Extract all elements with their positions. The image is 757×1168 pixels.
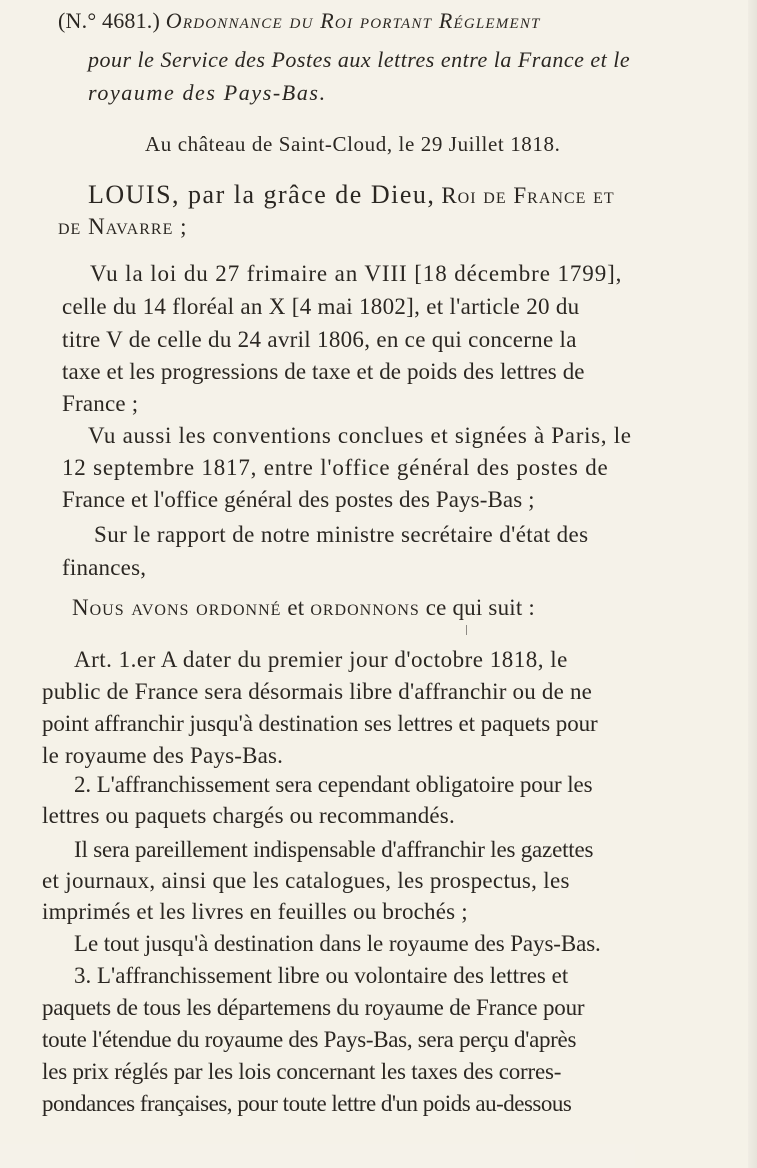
considerant-2-line-1: Vu aussi les conventions conclues et signées à Paris, le <box>88 423 632 448</box>
article-3-line-1: 3. L'affranchissement libre ou volontaire des lettres et <box>74 963 569 988</box>
considerant-3-line-1: Sur le rapport de notre ministre secrétaire d'état des <box>94 522 589 547</box>
considerant-2-line-2: 12 septembre 1817, entre l'office général des postes de <box>62 455 609 480</box>
article-2b-line-2: et journaux, ainsi que les catalogues, les prospectus, les <box>42 868 570 893</box>
article-1-line-1: Art. 1.er A dater du premier jour d'octobre 1818, le <box>74 647 568 672</box>
preamble-line-1 <box>88 180 615 211</box>
decree-part-a: Nous avons ordonné <box>72 595 282 620</box>
decree-part-d: ce qui suit : <box>425 595 535 620</box>
article-3-line-2: paquets de tous les départemens du royaume de France pour <box>42 995 585 1020</box>
article-1-line-2: public de France sera désormais libre d'affranchir ou de ne <box>42 679 593 704</box>
considerant-1-line-5: France ; <box>62 391 139 416</box>
article-3-line-3: toute l'étendue du royaume des Pays-Bas, sera perçu d'après <box>42 1027 577 1052</box>
article-3-line-5: pondances françaises, pour toute lettre d'un poids au-dessous <box>42 1091 572 1116</box>
article-2c-line-1: Le tout jusqu'à destination dans le royaume des Pays-Bas. <box>74 931 601 956</box>
article-1-line-4: le royaume des Pays-Bas. <box>42 743 284 768</box>
title-line-3: royaume des Pays-Bas. <box>88 80 327 105</box>
article-2-line-1: 2. L'affranchissement sera cependant obligatoire pour les <box>74 772 593 797</box>
article-2b-line-3: imprimés et les livres en feuilles ou brochés ; <box>42 899 468 924</box>
title-line-2: pour le Service des Postes aux lettres entre la France et le <box>88 47 631 72</box>
decree-line <box>72 593 535 623</box>
preamble-title: Roi de France et <box>441 183 615 208</box>
considerant-1-line-4: taxe et les progressions de taxe et de poids des lettres de <box>62 359 585 384</box>
considerant-2-line-3: France et l'office général des postes des Pays-Bas ; <box>62 487 535 512</box>
article-3-line-4: les prix réglés par les lois concernant les taxes des corres- <box>42 1059 562 1084</box>
ordinance-title: Ordonnance du Roi portant Réglement <box>165 8 541 33</box>
considerant-3-line-2: finances, <box>62 555 147 580</box>
dateline: Au château de Saint-Cloud, le 29 Juillet 1818. <box>145 132 561 156</box>
considerant-1-line-3: titre V de celle du 24 avril 1806, en ce qui concerne la <box>62 327 577 352</box>
print-mark <box>466 625 467 635</box>
title-line-1 <box>58 6 541 36</box>
ordinance-number: (N.° 4681.) <box>58 8 161 33</box>
article-1-line-3: point affranchir jusqu'à destination ses lettres et paquets pour <box>42 711 598 736</box>
decree-part-c: ordonnons <box>310 595 420 620</box>
page-gutter <box>748 0 757 1168</box>
article-2-line-2: lettres ou paquets chargés ou recommandés. <box>42 803 455 828</box>
considerant-1-line-2: celle du 14 floréal an X [4 mai 1802], et l'article 20 du <box>62 294 580 319</box>
article-2b-line-1: Il sera pareillement indispensable d'affranchir les gazettes <box>74 837 594 862</box>
decree-part-b: et <box>287 595 305 620</box>
considerant-1-line-1: Vu la loi du 27 frimaire an VIII [18 décembre 1799], <box>90 261 623 286</box>
preamble-king: LOUIS, par la grâce de Dieu, <box>88 180 436 209</box>
preamble-line-2: de Navarre ; <box>58 214 188 239</box>
